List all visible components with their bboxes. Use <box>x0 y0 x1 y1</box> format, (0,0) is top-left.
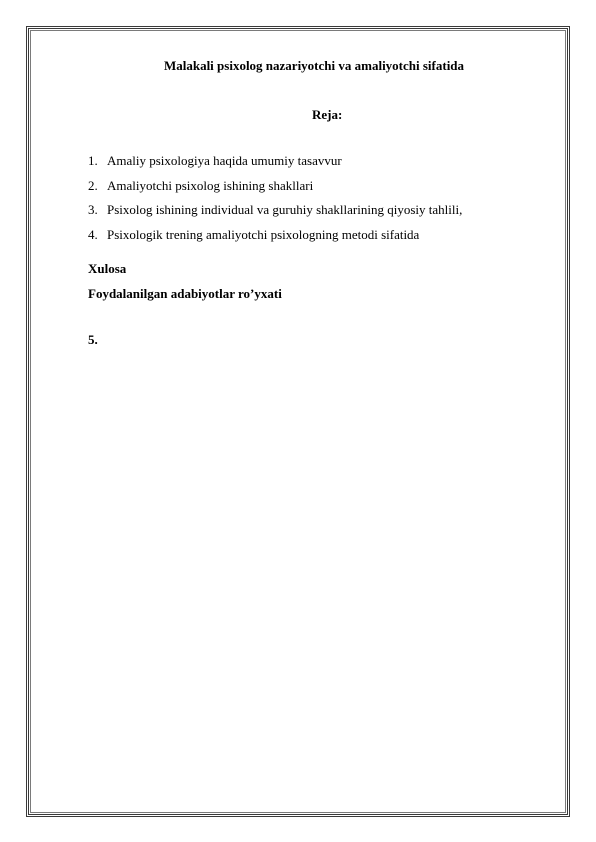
plan-heading: Reja: <box>312 107 343 122</box>
plan-item-number: 3. <box>88 202 98 217</box>
plan-item-4 <box>88 227 462 252</box>
conclusion-heading: Xulosa <box>88 261 127 276</box>
plan-item-2 <box>88 178 462 203</box>
plan-item-1 <box>88 153 462 178</box>
plan-item-text: Amaliy psixologiya haqida umumiy tasavvur <box>107 153 342 168</box>
plan-item-number: 4. <box>88 226 98 242</box>
plan-item-text: Psixologik trening amaliyotchi psixologning metodi sifatida <box>107 226 420 242</box>
trailing-number: 5. <box>88 332 98 347</box>
references-heading: Foydalanilgan adabiyotlar ro’yxati <box>88 286 282 301</box>
plan-item-number: 1. <box>88 153 98 168</box>
plan-item-text: Amaliyotchi psixolog ishining shakllari <box>107 177 314 193</box>
plan-item-3 <box>88 202 462 227</box>
page-border <box>26 26 570 817</box>
plan-list <box>88 153 462 251</box>
page-border-inner <box>30 30 566 813</box>
plan-item-number: 2. <box>88 177 98 193</box>
document-title: Malakali psixolog nazariyotchi va amaliyotchi sifatida <box>163 58 465 73</box>
plan-item-text: Psixolog ishining individual va guruhiy shakllarining qiyosiy tahlili, <box>107 202 463 217</box>
